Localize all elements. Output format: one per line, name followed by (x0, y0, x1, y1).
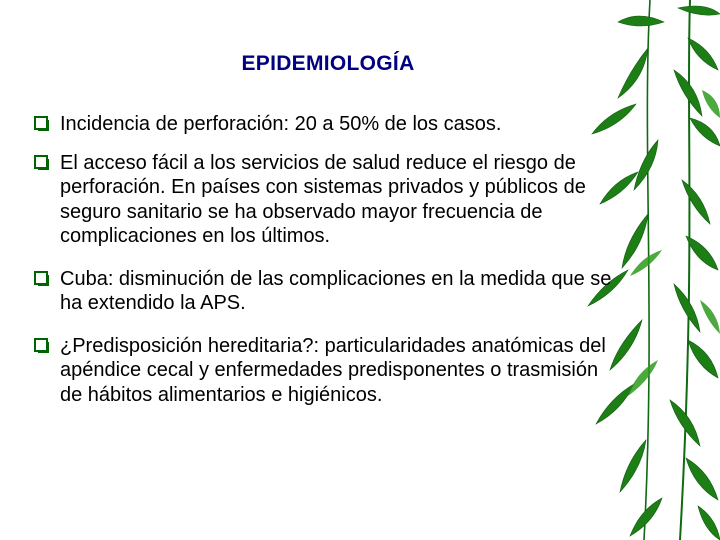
bullet-list (34, 112, 624, 407)
checkbox-square-icon (34, 155, 50, 171)
bullet-item (34, 151, 624, 249)
checkbox-square-icon (34, 338, 50, 354)
bullet-item (34, 112, 670, 137)
bullet-text: Incidencia de perforación: 20 a 50% de los casos. (60, 113, 502, 135)
bullet-item (34, 267, 624, 316)
slide-title: EPIDEMIOLOGÍA (241, 52, 415, 75)
checkbox-square-icon (34, 271, 50, 287)
bullet-text: ¿Predisposición hereditaria?: particularidades anatómicas del apéndice cecal y enfermedades predisponentes o trasmisión de hábitos alimentarios e higiénicos. (60, 334, 606, 406)
bullet-text: El acceso fácil a los servicios de salud reduce el riesgo de perforación. En países con sistemas privados y públicos de seguro sanitario se ha observado mayor frecuencia de complicaciones en los últimos. (60, 151, 586, 247)
bullet-text: Cuba: disminución de las complicaciones en la medida que se ha extendido la APS. (60, 267, 612, 314)
bullet-item (34, 334, 624, 408)
checkbox-square-icon (34, 116, 50, 132)
